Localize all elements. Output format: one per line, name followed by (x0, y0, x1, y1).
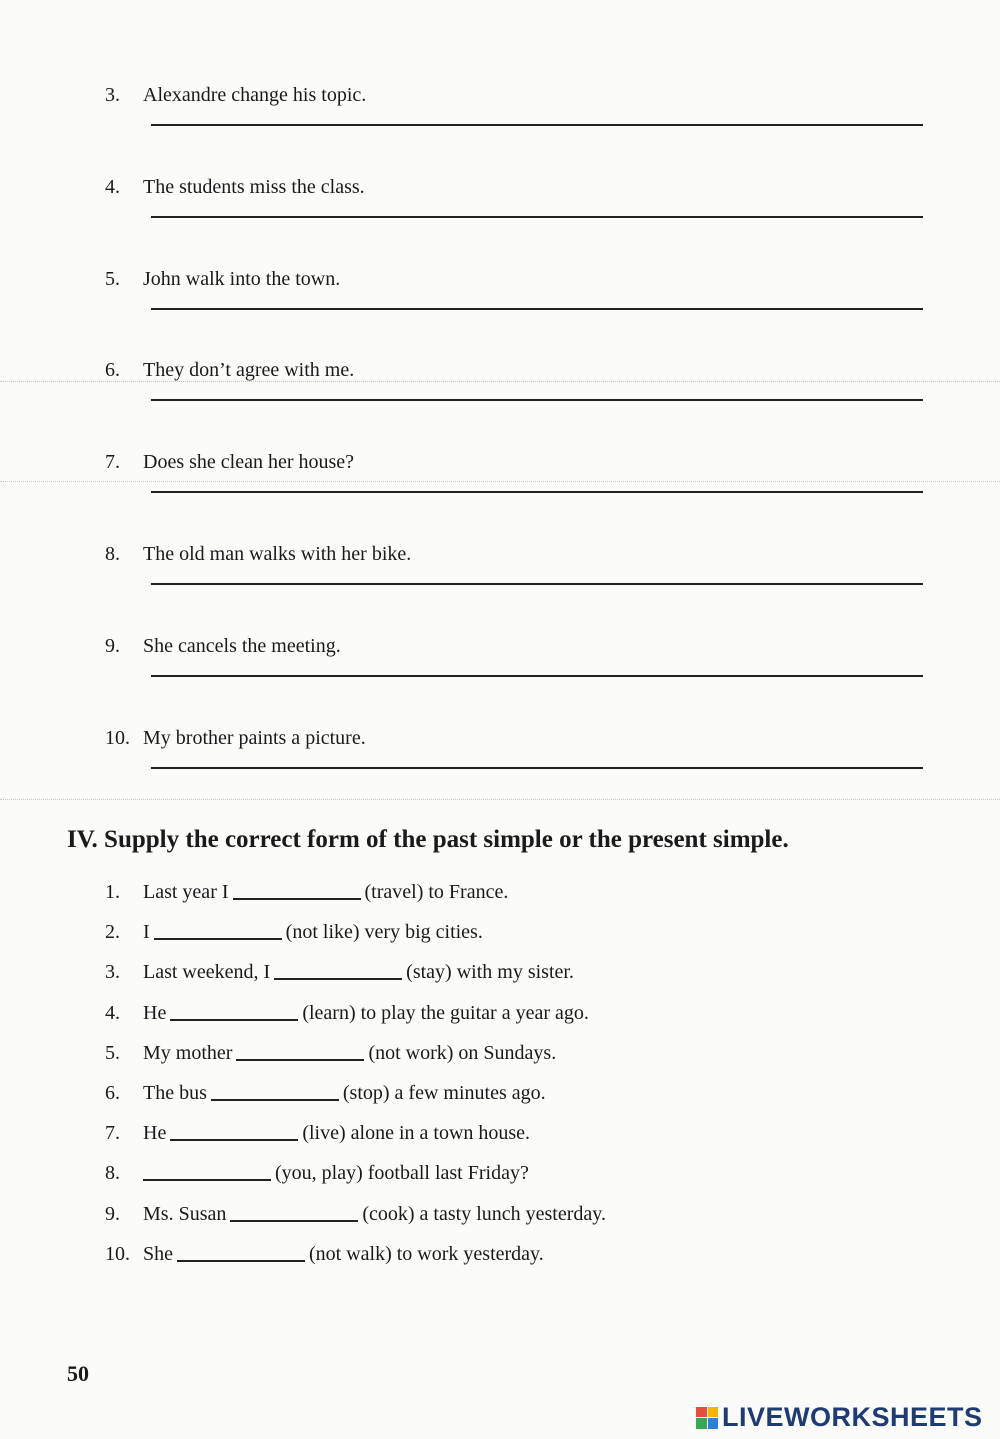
answer-line[interactable] (151, 675, 923, 677)
item-number: 4. (105, 176, 120, 198)
item-text-after: (stop) a few minutes ago. (342, 1082, 546, 1104)
fill-in-item (105, 1042, 556, 1070)
item-sentence: John walk into the town. (143, 268, 341, 290)
item-number: 5. (105, 268, 120, 290)
answer-blank[interactable] (143, 1179, 271, 1181)
item-number: 3. (105, 961, 120, 983)
item-sentence: Does she clean her house? (143, 451, 355, 473)
exercise-item (105, 359, 925, 439)
answer-blank[interactable] (274, 978, 402, 980)
page-number: 50 (67, 1361, 89, 1386)
fill-in-item (105, 1082, 546, 1110)
item-sentence: She cancels the meeting. (143, 635, 341, 657)
answer-blank[interactable] (230, 1220, 358, 1222)
item-text-after: (stay) with my sister. (406, 961, 574, 983)
fill-in-item (105, 1162, 529, 1190)
exercise-item (105, 176, 925, 256)
exercise-item (105, 543, 925, 623)
item-sentence: The old man walks with her bike. (143, 543, 412, 565)
exercise-item (105, 635, 925, 715)
answer-blank[interactable] (170, 1019, 298, 1021)
item-number: 4. (105, 1002, 120, 1024)
answer-line[interactable] (151, 216, 923, 218)
item-text-before: He (143, 1002, 167, 1024)
item-number: 7. (105, 1122, 120, 1144)
liveworksheets-logo-icon (696, 1407, 718, 1429)
item-number: 7. (105, 451, 120, 473)
item-text-after: (you, play) football last Friday? (275, 1162, 529, 1184)
item-number: 10. (105, 727, 130, 749)
answer-line[interactable] (151, 308, 923, 310)
fill-in-item (105, 1122, 530, 1150)
exercise-item (105, 727, 925, 807)
item-number: 8. (105, 1162, 120, 1184)
item-text-before: My mother (143, 1042, 233, 1064)
item-text-after: (cook) a tasty lunch yesterday. (362, 1203, 606, 1225)
fill-in-item (105, 1203, 606, 1231)
answer-blank[interactable] (170, 1139, 298, 1141)
fill-in-item (105, 921, 483, 949)
item-text-after: (learn) to play the guitar a year ago. (302, 1002, 589, 1024)
answer-line[interactable] (151, 491, 923, 493)
item-number: 6. (105, 1082, 120, 1104)
fill-in-item (105, 1002, 589, 1030)
item-text-before: The bus (143, 1082, 207, 1104)
answer-line[interactable] (151, 583, 923, 585)
item-text-after: (live) alone in a town house. (302, 1122, 531, 1144)
section-heading: IV. Supply the correct form of the past simple or the present simple. (67, 826, 789, 853)
item-number: 5. (105, 1042, 120, 1064)
item-text-before: Last year I (143, 881, 229, 903)
item-text-after: (not walk) to work yesterday. (309, 1243, 544, 1265)
item-text-after: (not like) very big cities. (285, 921, 483, 943)
answer-blank[interactable] (211, 1099, 339, 1101)
item-number: 10. (105, 1243, 130, 1265)
exercise-item (105, 84, 925, 164)
answer-line[interactable] (151, 124, 923, 126)
exercise-item (105, 451, 925, 531)
answer-line[interactable] (151, 767, 923, 769)
exercise-item (105, 268, 925, 348)
item-text-before: Ms. Susan (143, 1203, 227, 1225)
liveworksheets-watermark (696, 1402, 983, 1433)
item-text-before: I (143, 921, 150, 943)
item-number: 9. (105, 635, 120, 657)
item-text-before: She (143, 1243, 173, 1265)
item-sentence: Alexandre change his topic. (143, 84, 367, 106)
item-sentence: They don’t agree with me. (143, 359, 355, 381)
item-number: 2. (105, 921, 120, 943)
answer-blank[interactable] (233, 898, 361, 900)
item-text-after: (not work) on Sundays. (368, 1042, 557, 1064)
item-number: 8. (105, 543, 120, 565)
item-sentence: My brother paints a picture. (143, 727, 366, 749)
item-number: 1. (105, 881, 120, 903)
item-number: 3. (105, 84, 120, 106)
answer-line[interactable] (151, 399, 923, 401)
item-number: 9. (105, 1203, 120, 1225)
watermark-text: LIVEWORKSHEETS (722, 1402, 983, 1432)
item-sentence: The students miss the class. (143, 176, 365, 198)
answer-blank[interactable] (236, 1059, 364, 1061)
item-text-before: He (143, 1122, 167, 1144)
fill-in-item (105, 881, 508, 909)
item-number: 6. (105, 359, 120, 381)
item-text-after: (travel) to France. (364, 881, 509, 903)
answer-blank[interactable] (154, 938, 282, 940)
item-text-before: Last weekend, I (143, 961, 271, 983)
answer-blank[interactable] (177, 1260, 305, 1262)
fill-in-item (105, 1243, 544, 1271)
fill-in-item (105, 961, 574, 989)
